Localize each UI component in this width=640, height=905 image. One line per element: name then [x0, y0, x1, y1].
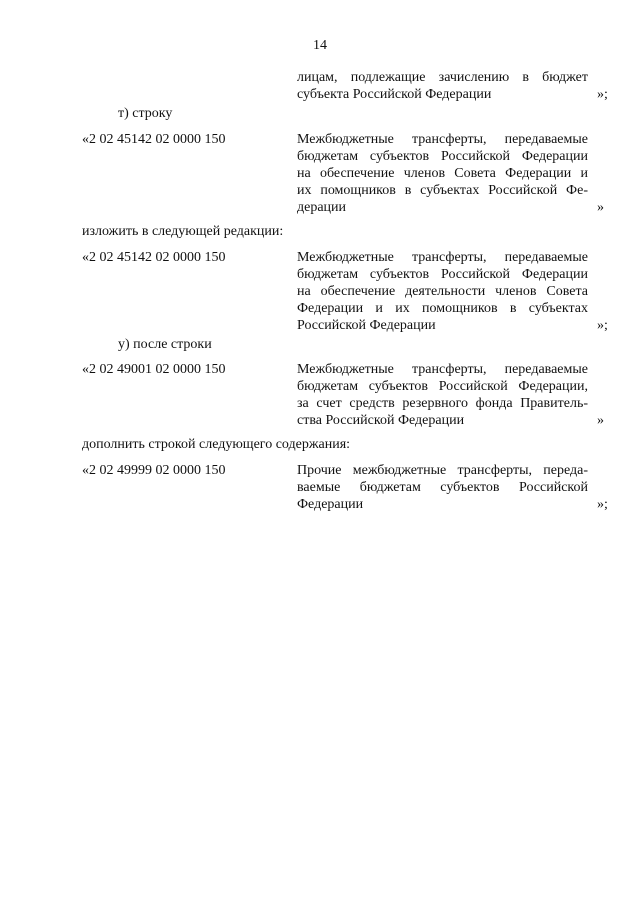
page-number: 14 [313, 38, 327, 53]
description-line: на обеспечение деятельности членов Совета [297, 284, 588, 299]
description-line: Федерации [297, 497, 364, 512]
closing-quote: » [597, 200, 604, 215]
description-line: лицам, подлежащие зачислению в бюджет [297, 70, 588, 85]
description-line: Прочие межбюджетные трансферты, переда- [297, 463, 588, 478]
instruction-replace: изложить в следующей редакции: [82, 224, 284, 239]
row-description [297, 462, 588, 513]
description-line: ваемые бюджетам субъектов Российской [297, 480, 588, 495]
instruction-add: дополнить строкой следующего содержания: [82, 437, 351, 452]
description-line: Российской Федерации [297, 318, 436, 333]
continued-description [297, 69, 588, 103]
description-line: Межбюджетные трансферты, передаваемые [297, 250, 588, 265]
row-description [297, 249, 588, 334]
closing-quote: »; [597, 497, 608, 512]
description-line: бюджетам субъектов Российской Федерации [297, 149, 588, 164]
description-line: их помощников в субъектах Российской Фе- [297, 183, 588, 198]
description-line: на обеспечение членов Совета Федерации и [297, 166, 588, 181]
budget-code: «2 02 49999 02 0000 150 [82, 463, 226, 478]
closing-quote: »; [597, 318, 608, 333]
description-line: субъекта Российской Федерации [297, 87, 492, 102]
description-line: Межбюджетные трансферты, передаваемые [297, 362, 588, 377]
instruction-t: т) строку [118, 106, 173, 121]
description-line: дерации [297, 200, 347, 215]
description-line: ства Российской Федерации [297, 413, 465, 428]
row-description [297, 361, 588, 429]
description-line: Федерации и их помощников в субъектах [297, 301, 588, 316]
row-description [297, 131, 588, 216]
closing-quote: » [597, 413, 604, 428]
budget-code: «2 02 45142 02 0000 150 [82, 250, 226, 265]
budget-code: «2 02 45142 02 0000 150 [82, 132, 226, 147]
description-line: бюджетам субъектов Российской Федерации, [297, 379, 588, 394]
closing-quote: »; [597, 87, 608, 102]
description-line: бюджетам субъектов Российской Федерации [297, 267, 588, 282]
description-line: Межбюджетные трансферты, передаваемые [297, 132, 588, 147]
budget-code: «2 02 49001 02 0000 150 [82, 362, 226, 377]
instruction-u: у) после строки [118, 337, 212, 352]
description-line: за счет средств резервного фонда Правитель- [297, 396, 588, 411]
